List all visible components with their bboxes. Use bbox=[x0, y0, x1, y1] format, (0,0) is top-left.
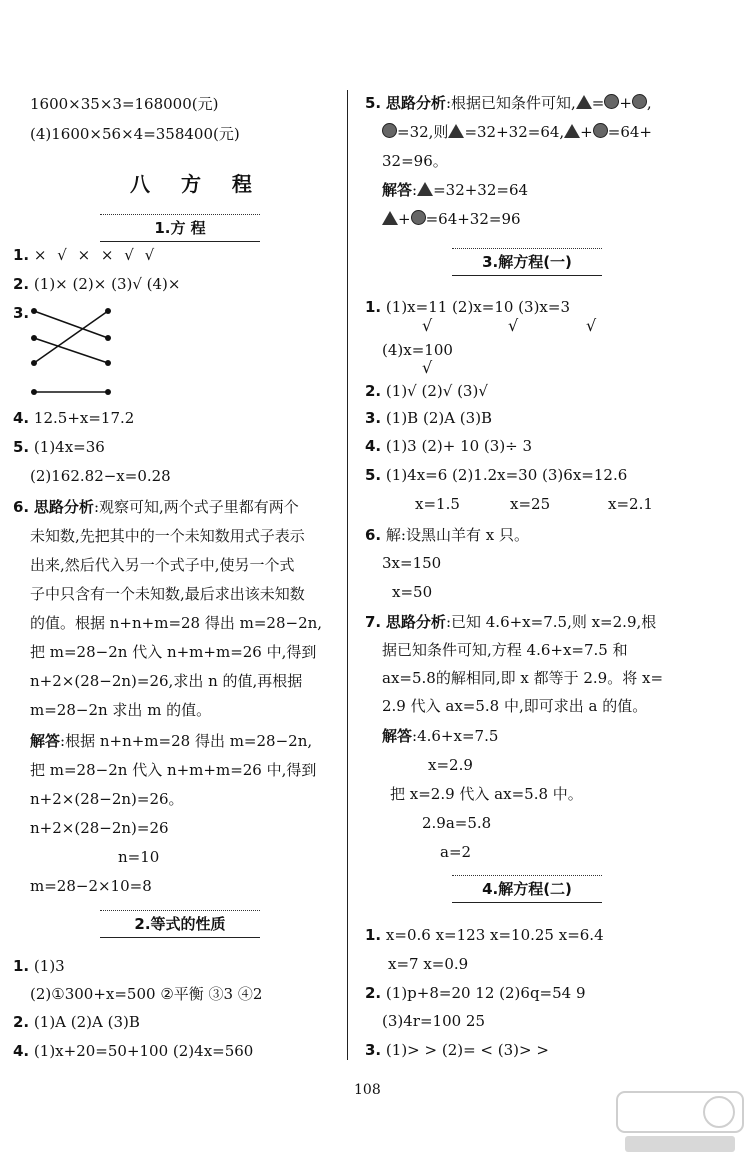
s2-q1-answer-a: (1)3 bbox=[33, 957, 65, 975]
q6-answer-text-5: n=10 bbox=[118, 848, 160, 866]
q2-number: 2. bbox=[13, 275, 30, 293]
s4-q2-answer-a: (1)p+8=20 12 (2)6q=54 9 bbox=[385, 984, 586, 1002]
q6-analysis-text-3: 出来,然后代入另一个式子中,使另一个式 bbox=[30, 556, 295, 574]
q6-analysis-text-8: m=28−2n 求出 m 的值。 bbox=[30, 701, 212, 719]
s4-q2-number: 2. bbox=[365, 984, 382, 1002]
s4-q3-number: 3. bbox=[365, 1041, 382, 1059]
triangle-icon bbox=[576, 95, 592, 109]
s3-q7-analysis-text-2: 据已知条件可知,方程 4.6+x=7.5 和 bbox=[382, 641, 628, 659]
q5 bbox=[13, 437, 105, 457]
q6-answer-text-3: n+2×(28−2n)=26。 bbox=[30, 790, 184, 808]
s3-q7-answer-text-5: a=2 bbox=[440, 843, 472, 861]
q6-analysis-text-1: :观察可知,两个式子里都有两个 bbox=[93, 498, 299, 516]
q6-analysis-label: 思路分析 bbox=[33, 498, 94, 516]
r-q5-analysis-label: 思路分析 bbox=[385, 94, 446, 112]
q4-number: 4. bbox=[13, 409, 30, 427]
s3-q6-answer-b: 3x=150 bbox=[382, 554, 442, 572]
page-number: 108 bbox=[354, 1082, 381, 1098]
s3-q5-number: 5. bbox=[365, 466, 382, 484]
s3-q6-number: 6. bbox=[365, 526, 382, 544]
s3-q6 bbox=[365, 525, 529, 545]
match-line bbox=[34, 311, 108, 338]
s3-q2-answer: (1)√ (2)√ (3)√ bbox=[385, 382, 488, 400]
s3-q6-answer-a: 解:设黑山羊有 x 只。 bbox=[385, 526, 529, 544]
triangle-icon bbox=[564, 124, 580, 138]
s3-q5-answer-b1: x=1.5 bbox=[415, 495, 460, 513]
r-q5-answer-text-1: =32+32=64 bbox=[433, 181, 529, 199]
r-q5-line-1: 5. 思路分析:根据已知条件可知, = + , bbox=[365, 94, 652, 112]
r-q5-analysis-text-1a: :根据已知条件可知, bbox=[445, 94, 576, 112]
q6-answer-line-1 bbox=[30, 731, 312, 751]
subsection-title-1: 1.方 程 bbox=[100, 214, 260, 242]
q6-answer-text-2: 把 m=28−2n 代入 n+m+m=26 中,得到 bbox=[30, 761, 317, 779]
s3-q7-analysis-text-1: :已知 4.6+x=7.5,则 x=2.9,根 bbox=[445, 613, 657, 631]
s3-q3-answer: (1)B (2)A (3)B bbox=[385, 409, 493, 427]
r-q5-analysis-text-2a: =32,则 bbox=[397, 123, 449, 141]
s3-q5-answer-a: (1)4x=6 (2)1.2x=30 (3)6x=12.6 bbox=[385, 466, 628, 484]
r-q5-analysis-text-3: 32=96。 bbox=[382, 152, 448, 170]
q6-number: 6. bbox=[13, 498, 30, 516]
q4-answer: 12.5+x=17.2 bbox=[33, 409, 135, 427]
column-divider bbox=[347, 90, 348, 1060]
check-mark: √ bbox=[422, 316, 433, 335]
q1-answer: × √ × × √ √ bbox=[33, 246, 158, 264]
s3-q7-answer-text-4: 2.9a=5.8 bbox=[422, 814, 492, 832]
s2-q1 bbox=[13, 956, 65, 976]
plus-sign: + bbox=[398, 210, 411, 228]
calc-line-1: 1600×35×3=168000(元) bbox=[30, 95, 219, 113]
circle-icon bbox=[382, 123, 397, 138]
q5-answer-b: (2)162.82−x=0.28 bbox=[30, 467, 171, 485]
r-q5-answer-text-2: =64+32=96 bbox=[425, 210, 521, 228]
q6-line-1 bbox=[13, 497, 299, 517]
s3-q6-answer-c: x=50 bbox=[392, 583, 433, 601]
s2-q2-number: 2. bbox=[13, 1013, 30, 1031]
s3-q7-line-1 bbox=[365, 612, 656, 632]
s3-q5-answer-b3: x=2.1 bbox=[608, 495, 653, 513]
subsection-title-4: 4.解方程(二) bbox=[452, 875, 602, 903]
r-q5-number: 5. bbox=[365, 94, 382, 112]
s3-q2-number: 2. bbox=[365, 382, 382, 400]
q6-analysis-text-4: 子中只含有一个未知数,最后求出该未知数 bbox=[30, 585, 305, 603]
check-mark: √ bbox=[508, 316, 519, 335]
r-q5-answer-line-1: 解答: =32+32=64 bbox=[382, 181, 529, 199]
s3-q1-answer-b: (4)x=100 bbox=[382, 341, 453, 359]
s4-q2 bbox=[365, 983, 586, 1003]
s3-q1 bbox=[365, 297, 570, 317]
q6-answer-text-4: n+2×(28−2n)=26 bbox=[30, 819, 169, 837]
s3-q5-answer-b2: x=25 bbox=[510, 495, 551, 513]
equals-sign: = bbox=[591, 94, 605, 112]
q6-answer-text-6: m=28−2×10=8 bbox=[30, 877, 152, 895]
r-q5-line-2 bbox=[382, 122, 652, 142]
s4-q1-answer-b: x=7 x=0.9 bbox=[388, 955, 469, 973]
q4 bbox=[13, 408, 134, 428]
r-q5-analysis-text-2d: =64+ bbox=[607, 123, 652, 141]
triangle-icon bbox=[417, 182, 433, 196]
s3-q5 bbox=[365, 465, 627, 485]
q6-analysis-text-5: 的值。根据 n+n+m=28 得出 m=28−2n, bbox=[30, 614, 323, 632]
s2-q2 bbox=[13, 1012, 140, 1032]
q6-analysis-text-2: 未知数,先把其中的一个未知数用式子表示 bbox=[30, 527, 305, 545]
r-q5-analysis-text-2b: =32+32=64, bbox=[464, 123, 565, 141]
q1 bbox=[13, 245, 157, 265]
calc-line-2: (4)1600×56×4=358400(元) bbox=[30, 125, 240, 143]
q2-answer: (1)× (2)× (3)√ (4)× bbox=[33, 275, 181, 293]
match-line bbox=[34, 311, 108, 363]
s4-q2-answer-b: (3)4r=100 25 bbox=[382, 1012, 486, 1030]
circle-icon bbox=[411, 210, 426, 225]
q6-answer-label: 解答 bbox=[30, 732, 61, 750]
s3-q7-analysis-text-3: ax=5.8的解相同,即 x 都等于 2.9。将 x= bbox=[382, 669, 664, 687]
section-title: 八 方 程 bbox=[130, 172, 264, 196]
s3-q2 bbox=[365, 381, 488, 401]
s3-q7-answer-label: 解答 bbox=[382, 727, 413, 745]
check-mark: √ bbox=[586, 316, 597, 335]
triangle-icon bbox=[448, 124, 464, 138]
s3-q7-answer-text-3: 把 x=2.9 代入 ax=5.8 中。 bbox=[390, 785, 583, 803]
q6-analysis-text-7: n+2×(28−2n)=26,求出 n 的值,再根据 bbox=[30, 672, 303, 690]
q5-number: 5. bbox=[13, 438, 30, 456]
s3-q4-number: 4. bbox=[365, 437, 382, 455]
q6-answer-text-1: :根据 n+n+m=28 得出 m=28−2n, bbox=[60, 732, 313, 750]
match-line bbox=[34, 338, 108, 363]
plus-sign: + bbox=[619, 94, 632, 112]
watermark-logo bbox=[615, 1090, 745, 1156]
s3-q7-analysis-label: 思路分析 bbox=[385, 613, 446, 631]
s3-q7-number: 7. bbox=[365, 613, 382, 631]
s2-q1-number: 1. bbox=[13, 957, 30, 975]
r-q5-answer-line-2 bbox=[382, 209, 521, 229]
s3-q4-answer: (1)3 (2)+ 10 (3)÷ 3 bbox=[385, 437, 533, 455]
s4-q3 bbox=[365, 1040, 549, 1060]
q1-number: 1. bbox=[13, 246, 30, 264]
s4-q1 bbox=[365, 925, 604, 945]
s2-q2-answer: (1)A (2)A (3)B bbox=[33, 1013, 140, 1031]
subsection-title-3: 3.解方程(一) bbox=[452, 248, 602, 276]
q2 bbox=[13, 274, 180, 294]
subsection-title-2: 2.等式的性质 bbox=[100, 910, 260, 938]
s3-q7-answer-text-1: :4.6+x=7.5 bbox=[412, 727, 499, 745]
s2-q4-number: 4. bbox=[13, 1042, 30, 1060]
s2-q4 bbox=[13, 1041, 253, 1061]
q6-analysis-text-6: 把 m=28−2n 代入 n+m+m=26 中,得到 bbox=[30, 643, 317, 661]
r-q5-answer-label: 解答 bbox=[382, 181, 413, 199]
s2-q4-answer: (1)x+20=50+100 (2)4x=560 bbox=[33, 1042, 254, 1060]
triangle-icon bbox=[382, 211, 398, 225]
q3-number: 3. bbox=[13, 304, 30, 322]
s3-q3 bbox=[365, 408, 492, 428]
circle-icon bbox=[593, 123, 608, 138]
s4-q1-number: 1. bbox=[365, 926, 382, 944]
s3-q1-number: 1. bbox=[365, 298, 382, 316]
s3-q4 bbox=[365, 436, 532, 456]
check-mark: √ bbox=[422, 358, 433, 377]
s3-q1-answer-a: (1)x=11 (2)x=10 (3)x=3 bbox=[385, 298, 571, 316]
q5-answer-a: (1)4x=36 bbox=[33, 438, 105, 456]
s4-q3-answer: (1)> > (2)= < (3)> > bbox=[385, 1041, 549, 1059]
s3-q3-number: 3. bbox=[365, 409, 382, 427]
s3-q7-analysis-text-4: 2.9 代入 ax=5.8 中,即可求出 a 的值。 bbox=[382, 697, 648, 715]
matching-lines-diagram bbox=[26, 306, 126, 398]
plus-sign: + bbox=[580, 123, 593, 141]
s4-q1-answer-a: x=0.6 x=123 x=10.25 x=6.4 bbox=[385, 926, 604, 944]
s3-q7-answer-line-1 bbox=[382, 726, 498, 746]
circle-icon bbox=[632, 94, 647, 109]
s2-q1-answer-b: (2)①300+x=500 ②平衡 ③3 ④2 bbox=[30, 985, 263, 1003]
circle-icon bbox=[604, 94, 619, 109]
s3-q7-answer-text-2: x=2.9 bbox=[428, 756, 473, 774]
